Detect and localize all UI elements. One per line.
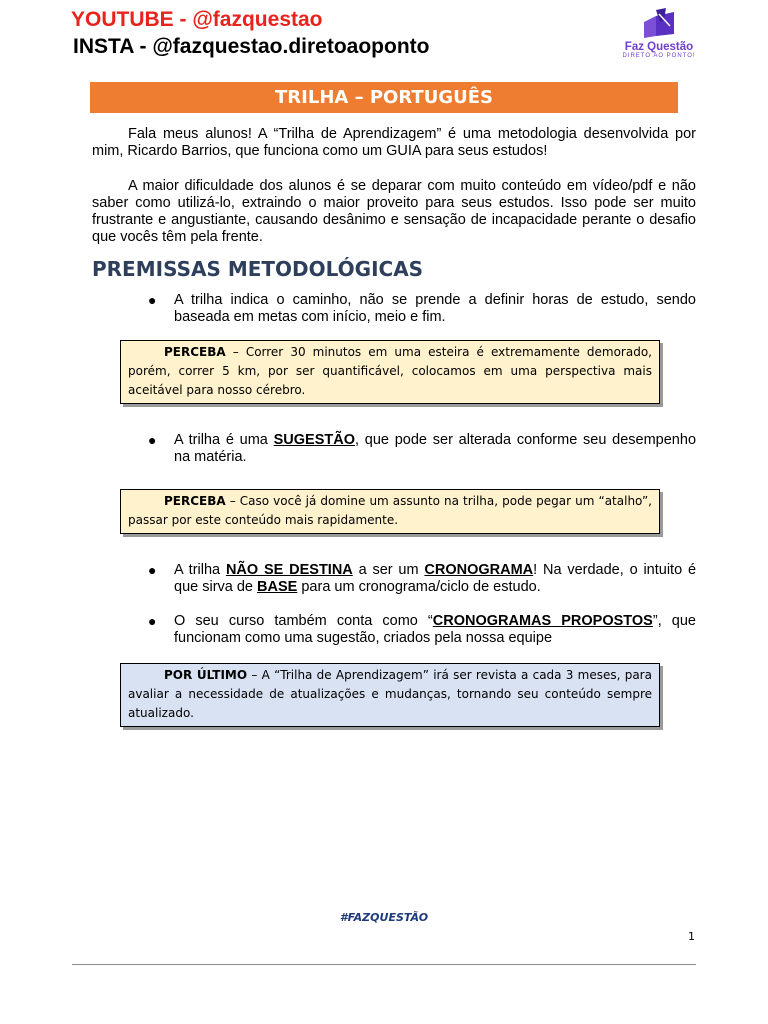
note-lead: POR ÚLTIMO: [164, 668, 248, 682]
note-lead: PERCEBA: [164, 494, 226, 508]
instagram-handle: INSTA - @fazquestao.diretoaoponto: [73, 35, 430, 58]
intro-paragraph-1: Fala meus alunos! A “Trilha de Aprendizagem” é uma metodologia desenvolvida por mim, Ricardo Barrios, que funciona como um GUIA para seus estudos!: [92, 126, 696, 159]
intro-paragraph-2: A maior dificuldade dos alunos é se deparar com muito conteúdo em vídeo/pdf e não saber como utilizá-lo, extraindo o maior proveito para seus estudos. Isso pode ser muito frustrante e angustiante, causando desânimo e sensação de incapacidade perante o desafio que vocês têm pela frente.: [92, 178, 696, 245]
footer-hashtag: #FAZQUESTÃO: [339, 911, 429, 924]
note-text: – A “Trilha de Aprendizagem” irá ser revista a cada 3 meses, para avaliar a necessidade de atualizações e mudanças, tornando seu conteúdo sempre atualizado.: [128, 668, 652, 720]
note-text: – Correr 30 minutos em uma esteira é extremamente demorado, porém, correr 5 km, por ser quantificável, colocamos em uma perspectiva mais aceitável para nosso cérebro.: [128, 345, 652, 397]
note-text: – Caso você já domine um assunto na trilha, pode pegar um “atalho”, passar por este conteúdo mais rapidamente.: [128, 494, 652, 527]
emphasis-text: BASE: [257, 578, 298, 595]
emphasis-text: SUGESTÃO: [273, 432, 355, 448]
bullet-item: [148, 432, 696, 465]
bullet-text: A trilha NÃO SE DESTINA a ser um CRONOGRAMA! Na verdade, o intuito é que sirva de BASE para um cronograma/ciclo de estudo.: [174, 562, 697, 595]
bullet-text: A trilha indica o caminho, não se prende a definir horas de estudo, sendo baseada em metas com início, meio e fim.: [174, 292, 696, 325]
note-box: [120, 663, 660, 727]
page-number: 1: [688, 930, 695, 943]
logo-name: Faz Questão: [624, 41, 694, 53]
bullet-icon: ●: [148, 613, 157, 629]
footer-divider: [72, 964, 696, 965]
bullet-icon: ●: [148, 292, 157, 308]
note-box: [120, 489, 660, 534]
emphasis-text: NÃO SE DESTINA: [225, 562, 353, 578]
bullet-item: [148, 292, 696, 325]
bullet-text: O seu curso também conta como “CRONOGRAMAS PROPOSTOS”, que funcionam como uma sugestão, criados pela nossa equipe: [174, 613, 696, 646]
section-title: PREMISSAS METODOLÓGICAS: [92, 257, 424, 281]
page-title: TRILHA – PORTUGUÊS: [90, 82, 678, 113]
bullet-icon: ●: [148, 562, 157, 578]
note-box: [120, 340, 660, 404]
bullet-text: A trilha é uma SUGESTÃO, que pode ser alterada conforme seu desempenho na matéria.: [174, 432, 697, 465]
note-lead: PERCEBA: [164, 345, 226, 359]
bullet-item: [148, 562, 696, 595]
bullet-item: [148, 613, 696, 646]
emphasis-text: CRONOGRAMAS PROPOSTOS: [432, 613, 653, 629]
emphasis-text: CRONOGRAMA: [424, 562, 534, 578]
logo-tagline: DIRETO AO PONTO!: [622, 53, 696, 59]
youtube-handle: YOUTUBE - @fazquestao: [71, 8, 323, 31]
bullet-icon: ●: [148, 432, 157, 448]
book-pen-icon: [642, 8, 676, 40]
faz-questao-logo: [616, 8, 702, 60]
